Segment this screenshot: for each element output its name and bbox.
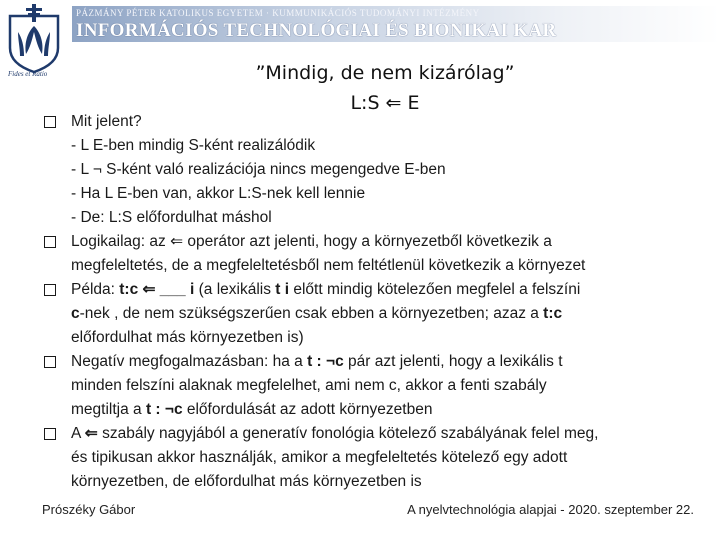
rule-notation: t : ¬c: [145, 401, 183, 418]
text: -nek , de nem szükségszerűen csak ebben a környezetben; azaz a: [79, 305, 544, 322]
rule-notation: i: [284, 281, 290, 298]
list-item: [44, 422, 704, 494]
footer-course: A nyelvtechnológia alapjai - 2020. szeptember 22.: [407, 502, 694, 517]
footer-author: Prószéky Gábor: [42, 502, 136, 517]
rule-notation: ⇐: [84, 425, 98, 442]
text: megtiltja a: [71, 401, 146, 418]
faculty-name: INFORMÁCIÓS TECHNOLÓGIAI ÉS BIONIKAI KAR: [76, 20, 557, 41]
rule-notation: t:c ⇐ ___ i: [119, 281, 195, 298]
list-item: [44, 350, 704, 422]
list-item: [44, 110, 704, 230]
rule-notation: c: [71, 305, 80, 322]
sub-point: - L E-ben mindig S-ként realizálódik: [71, 137, 316, 154]
list-item: [44, 230, 704, 278]
text: előtt mindig kötelezően megfelel a felszíni: [289, 281, 581, 298]
sub-point: - Ha L E-ben van, akkor L:S-nek kell lennie: [71, 185, 366, 202]
list-item: [44, 278, 704, 350]
slide-title: [150, 58, 620, 118]
point-3-line-3: előfordulhat más környezetben is): [71, 329, 304, 346]
point-4-line-2: minden felszíni alaknak megfelelhet, ami nem c, akkor a fenti szabály: [71, 377, 547, 394]
title-line-2: L:S ⇐ E: [350, 92, 420, 114]
checkbox-bullet-icon: [44, 428, 56, 440]
point-5-line-3: környezetben, de előfordulhat más környezetben is: [71, 473, 422, 490]
rule-notation: t: [275, 281, 281, 298]
text: Negatív megfogalmazásban: ha a: [71, 353, 308, 370]
text: (a lexikális: [194, 281, 276, 298]
sub-point: - De: L:S előfordulhat máshol: [71, 209, 272, 226]
bullet-list: [44, 110, 704, 494]
point-3-line-1: [71, 278, 704, 302]
text: A: [71, 425, 85, 442]
text: előfordulását az adott környezetben: [182, 401, 433, 418]
title-line-1: ”Mindig, de nem kizárólag”: [255, 62, 515, 84]
logo-motto: Fides et Ratio: [8, 70, 48, 78]
checkbox-bullet-icon: [44, 356, 56, 368]
rule-notation: t:c: [543, 305, 563, 322]
checkbox-bullet-icon: [44, 236, 56, 248]
sub-point: - L ¬ S-ként való realizációja nincs megengedve E-ben: [71, 161, 446, 178]
point-1-text: Mit jelent?: [71, 113, 142, 130]
text: pár azt jelenti, hogy a lexikális t: [343, 353, 563, 370]
point-2-line-1: Logikailag: az ⇐ operátor azt jelenti, hogy a környezetből következik a: [71, 233, 552, 250]
point-5-line-1: [71, 422, 704, 446]
text: szabály nagyjából a generatív fonológia kötelező szabályának felel meg,: [97, 425, 599, 442]
checkbox-bullet-icon: [44, 116, 56, 128]
point-4-line-1: [71, 350, 704, 374]
point-5-line-2: és tipikusan akkor használják, amikor a megfeleltetés kötelező egy adott: [71, 449, 568, 466]
text: Példa:: [71, 281, 120, 298]
point-4-line-3: [71, 398, 704, 422]
university-name: PÁZMÁNY PÉTER KATOLIKUS EGYETEM · KUMMUNIKÁCIÓS TUDOMÁNYI INTÉZMÉNY: [76, 8, 480, 18]
point-3-line-2: [71, 302, 704, 326]
checkbox-bullet-icon: [44, 284, 56, 296]
point-2-line-2: megfeleltetés, de a megfeleltetésből nem feltétlenül következik a környezet: [71, 257, 586, 274]
rule-notation: t : ¬c: [307, 353, 344, 370]
